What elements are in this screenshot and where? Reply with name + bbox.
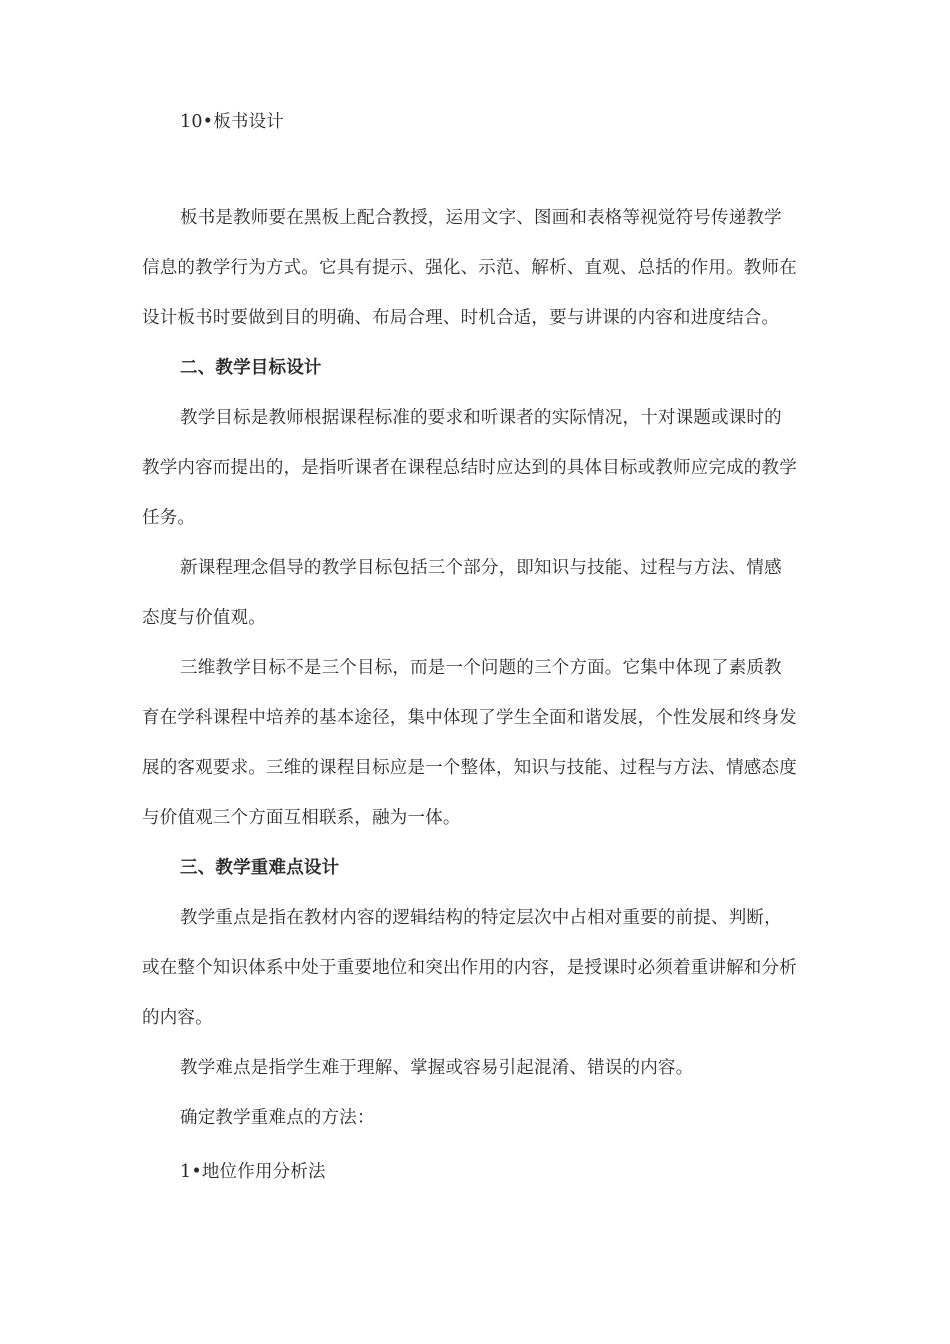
paragraph-line: 板书是教师要在黑板上配合教授，运用文字、图画和表格等视觉符号传递教学: [180, 208, 782, 228]
paragraph-line: 三维教学目标不是三个目标，而是一个问题的三个方面。它集中体现了素质教: [180, 658, 782, 678]
list-item-heading: 1•地位作用分析法: [180, 1162, 326, 1182]
paragraph-line: 与价值观三个方面互相联系，融为一体。: [142, 808, 461, 828]
section-heading-board-design: 10•板书设计: [180, 112, 284, 132]
paragraph-line: 教学难点是指学生难于理解、掌握或容易引起混淆、错误的内容。: [180, 1058, 694, 1078]
paragraph-line: 或在整个知识体系中处于重要地位和突出作用的内容，是授课时必须着重讲解和分析: [142, 958, 797, 978]
paragraph-line: 展的客观要求。三维的课程目标应是一个整体，知识与技能、过程与方法、情感态度: [142, 758, 797, 778]
section-heading-objectives: 二、教学目标设计: [180, 358, 322, 378]
paragraph-line: 新课程理念倡导的教学目标包括三个部分，即知识与技能、过程与方法、情感: [180, 558, 782, 578]
paragraph-line: 设计板书时要做到目的明确、布局合理、时机合适，要与讲课的内容和进度结合。: [142, 308, 780, 328]
paragraph-line: 的内容。: [142, 1008, 213, 1028]
paragraph-line: 育在学科课程中培养的基本途径，集中体现了学生全面和谐发展，个性发展和终身发: [142, 708, 797, 728]
paragraph-line: 任务。: [142, 508, 196, 528]
paragraph-line: 确定教学重难点的方法：: [180, 1108, 375, 1128]
paragraph-line: 教学内容而提出的，是指听课者在课程总结时应达到的具体目标或教师应完成的教学: [142, 458, 797, 478]
section-heading-key-points: 三、教学重难点设计: [180, 858, 340, 878]
paragraph-line: 教学目标是教师根据课程标准的要求和听课者的实际情况，十对课题或课时的: [180, 408, 782, 428]
paragraph-line: 态度与价值观。: [142, 608, 266, 628]
paragraph-line: 教学重点是指在教材内容的逻辑结构的特定层次中占相对重要的前提、判断，: [180, 908, 782, 928]
paragraph-line: 信息的教学行为方式。它具有提示、强化、示范、解析、直观、总括的作用。教师在: [142, 258, 797, 278]
